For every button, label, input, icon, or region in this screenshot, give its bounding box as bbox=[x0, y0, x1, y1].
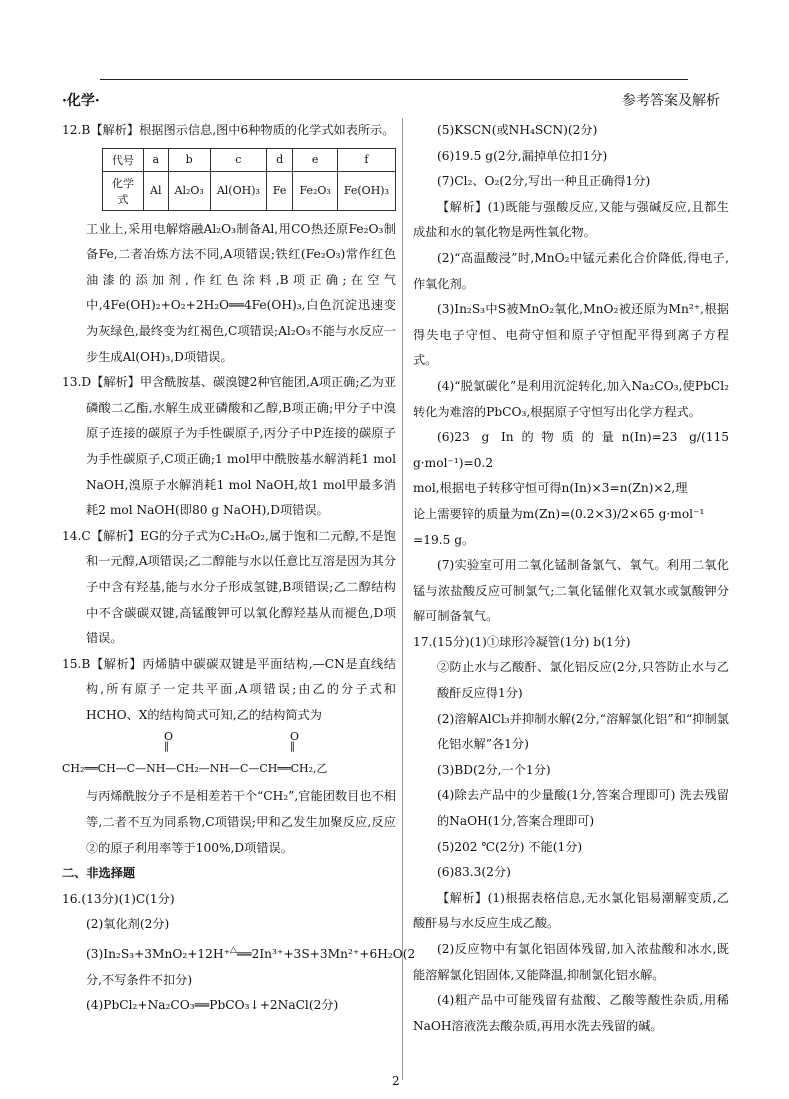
table-row bbox=[103, 171, 396, 210]
q16-explain-1: 【解析】(1)既能与强酸反应,又能与强碱反应,且都生成盐和水的氧化物是两性氧化物。 bbox=[413, 199, 729, 240]
q16-explain-4: (4)“脱氯碳化”是利用沉淀转化,加入Na₂CO₃,使PbCl₂转化为难溶的PbCO₃,根据原子守恒写出化学方程式。 bbox=[413, 378, 729, 419]
q16-line-1: 16.(13分)(1)C(1分) bbox=[62, 891, 175, 906]
q17-explain-1: 【解析】(1)根据表格信息,无水氯化铝易潮解变质,乙酸酐易与水反应生成乙酸。 bbox=[413, 890, 729, 931]
q15-explanation: 与丙烯酰胺分子不是相差若干个“CH₂”,官能团数目也不相等,二者不互为同系物,C项错误;甲和乙发生加聚反应,反应②的原子利用率等于100%,D项错误。 bbox=[86, 789, 396, 855]
q17-line-4: (3)BD(2分,一个1分) bbox=[437, 762, 551, 777]
q17-explain-4: (4)粗产品中可能残留有盐酸、乙酸等酸性杂质,用稀NaOH溶液洗去酸杂质,再用水洗去残留的碱。 bbox=[413, 993, 729, 1033]
q17-line-1: 17.(15分)(1)①球形冷凝管(1分) b(1分) bbox=[413, 634, 631, 649]
table-cell: Al(OH)₃ bbox=[210, 171, 266, 210]
q17-line-3: (2)溶解AlCl₃并抑制水解(2分,“溶解氯化铝”和“抑制氯化铝水解”各1分) bbox=[437, 711, 729, 752]
q16-explain-7: (7)实验室可用二氧化锰制备氯气、氧气。利用二氧化锰与浓盐酸反应可制氯气;二氧化锰催化双氧水或氯酸钾分解可制备氧气。 bbox=[413, 558, 729, 624]
table-cell: Fe(OH)₃ bbox=[337, 171, 395, 210]
q15-answer: 15.B【解析】丙烯腈中碳碳双键是平面结构,—CN是直线结构,所有原子一定共平面,A项错误;由乙的分子式和HCHO、X的结构简式可知,乙的结构简式为 bbox=[62, 656, 396, 722]
table-row bbox=[103, 148, 396, 171]
table-cell: d bbox=[266, 148, 293, 171]
table-cell: c bbox=[210, 148, 266, 171]
subject-label: ·化学· bbox=[62, 93, 100, 109]
q17-line-6: (5)202 ℃(2分) 不能(1分) bbox=[437, 839, 583, 854]
heat-symbol: △ bbox=[230, 945, 237, 956]
carbonyl-o-2: O bbox=[290, 730, 300, 744]
q16-explain-3: (3)In₂S₃中S被MnO₂氧化,MnO₂被还原为Mn²⁺,根据得失电子守恒、电荷守恒和原子守恒配平得到离子方程式。 bbox=[413, 302, 729, 368]
formula-table bbox=[102, 148, 396, 211]
carbonyl-o-1: O bbox=[164, 730, 174, 744]
page-number: 2 bbox=[392, 1074, 400, 1088]
q17-line-2: ②防止水与乙酸酐、氯化铝反应(2分,只答防止水与乙酸酐反应得1分) bbox=[437, 660, 729, 701]
table-cell: f bbox=[337, 148, 395, 171]
q16-explain-6a: (6)23 g In的物质的量n(In)=23 g/(115 g·mol⁻¹)=0.2 bbox=[413, 430, 729, 470]
q14-answer: 14.C【解析】EG的分子式为C₂H₆O₂,属于饱和二元醇,不是饱和一元醇,A项错误;乙二醇能与水以任意比互溶是因为其分子中含有羟基,能与水分子形成氢键,B项错误;乙二醇结构中不含碳碳双键,高锰酸钾可以氧化醇羟基从而褪色,D项错误。 bbox=[62, 528, 396, 646]
q16-eq-right: ══2In³⁺+3S+3Mn²⁺+6H₂O(2分,不写条件不扣分) bbox=[86, 947, 416, 987]
structure-main-line: CH₂══CH—C—NH—CH₂—NH—C—CH══CH₂,乙 bbox=[62, 762, 328, 776]
table-cell: Fe₂O₃ bbox=[293, 171, 337, 210]
q13-answer: 13.D【解析】甲含酰胺基、碳溴键2种官能团,A项正确;乙为亚磷酸二乙酯,水解生成亚磷酸和乙醇,B项正确;甲分子中溴原子连接的碳原子为手性碳原子,丙分子中P连接的碳原子为手性碳原子,C项正确;1 mol甲中酰胺基水解消耗1 mol NaOH,溴原子水解消耗1 mol NaOH,故1 mol甲最多消耗2 mol NaOH(即80 g NaOH),D项错误。 bbox=[62, 375, 397, 518]
table-cell: Al₂O₃ bbox=[168, 171, 210, 210]
q17-line-7: (6)83.3(2分) bbox=[437, 865, 511, 880]
q16-explain-6b: mol,根据电子转移守恒可得n(In)×3=n(Zn)×2,理 bbox=[413, 481, 688, 496]
q17-line-5: (4)除去产品中的少量酸(1分,答案合理即可) 洗去残留的NaOH(1分,答案合理即可) bbox=[437, 788, 729, 829]
section-title: 参考答案及解析 bbox=[622, 93, 720, 109]
table-cell: 代号 bbox=[103, 148, 144, 171]
table-cell: e bbox=[293, 148, 337, 171]
q16-line-2: (2)氧化剂(2分) bbox=[86, 917, 170, 932]
table-cell: a bbox=[144, 148, 168, 171]
q12-explanation: 工业上,采用电解熔融Al₂O₃制备Al,用CO热还原Fe₂O₃制备Fe,二者冶炼方法不同,A项错误;铁红(Fe₂O₃)常作红色油漆的添加剂,作红色涂料,B项正确;在空气中,4Fe(OH)₂+O₂+2H₂O══4Fe(OH)₃,白色沉淀迅速变为灰绿色,最终变为红褐色,C项错误;Al₂O₃不能与水反应一步生成Al(OH)₃,D项错误。 bbox=[86, 221, 396, 364]
q16-eq-left: (3)In₂S₃+3MnO₂+12H⁺ bbox=[86, 947, 231, 962]
q17-explain-2: (2)反应物中有氯化铝固体残留,加入浓盐酸和冰水,既能溶解氯化铝固体,又能降温,抑制氯化铝水解。 bbox=[413, 942, 729, 982]
q16-line-6: (6)19.5 g(2分,漏掉单位扣1分) bbox=[437, 148, 608, 163]
left-column bbox=[62, 118, 416, 1019]
q16-explain-2: (2)“高温酸浸”时,MnO₂中锰元素化合价降低,得电子,作氧化剂。 bbox=[413, 250, 729, 291]
table-cell: Al bbox=[144, 171, 168, 210]
double-bond-2: ‖ bbox=[290, 741, 295, 753]
q16-line-5: (5)KSCN(或NH₄SCN)(2分) bbox=[437, 123, 598, 137]
right-column bbox=[413, 118, 729, 1039]
table-cell: 化学式 bbox=[103, 171, 144, 210]
header-rule bbox=[100, 79, 688, 80]
section-heading: 二、非选择题 bbox=[62, 866, 136, 881]
q16-line-4: (4)PbCl₂+Na₂CO₃══PbCO₃↓+2NaCl(2分) bbox=[86, 998, 339, 1013]
q16-explain-6c: 论上需要锌的质量为m(Zn)=(0.2×3)/2×65 g·mol⁻¹ bbox=[413, 506, 705, 521]
q16-line-3 bbox=[62, 938, 416, 993]
column-divider bbox=[402, 118, 403, 1080]
structural-formula bbox=[62, 728, 396, 784]
double-bond-1: ‖ bbox=[164, 741, 169, 753]
q16-explain-6d: =19.5 g。 bbox=[413, 532, 475, 547]
table-cell: b bbox=[168, 148, 210, 171]
q16-line-7: (7)Cl₂、O₂(2分,写出一种且正确得1分) bbox=[437, 174, 651, 189]
q12-intro: 12.B【解析】根据图示信息,图中6种物质的化学式如表所示。 bbox=[62, 123, 395, 137]
table-cell: Fe bbox=[266, 171, 293, 210]
